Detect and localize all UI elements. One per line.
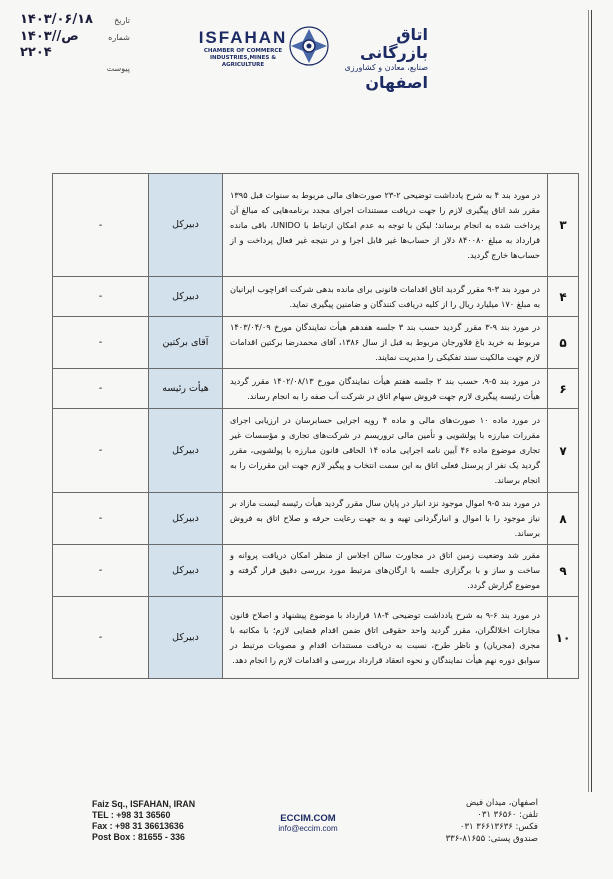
- email-link[interactable]: info@eccim.com: [278, 824, 338, 833]
- table-row: [53, 369, 579, 409]
- table-row: [53, 174, 579, 277]
- row-description: در مورد ماده ۱۰ صورت‌های مالی و ماده ۴ رویه اجرایی حسابرسان در ارزیابی اجرای مقررات مبارزه با پولشویی و تأمین مالی تروریسم در شرکت‌های تجاری و مؤسسات غیر تجاری موضوع ماده ۴۶ آیین نامه اجرایی ماده ۱۴ الحاقی قانون مبارزه با پولشویی، مقرر گردید یک نفر از پرسنل فعلی اتاق به این سمت انتخاب و پیگیر لازم جهت این مقررات را به انجام برساند.: [223, 409, 548, 493]
- page-border: [591, 10, 592, 792]
- row-deadline: -: [53, 369, 149, 409]
- row-responsible: هیأت رئیسه: [149, 369, 223, 409]
- row-responsible: دبیرکل: [149, 493, 223, 545]
- footer-fa-line: اصفهان، میدان فیض: [465, 798, 538, 808]
- footer-fa-line: فکس: ۳۶۶۱۳۶۳۶ ۰۳۱: [459, 822, 538, 832]
- row-deadline: -: [53, 277, 149, 317]
- row-description: در مورد بند ۹-۳ مقرر گردید حسب بند ۳ جلسه هفدهم هیأت نمایندگان مورخ ۱۴۰۳/۰۴/۰۹ مربوط به خرید باغ فلاورجان مربوط به قبل از سال ۱۳۸۶، آقای محمدرضا برکتین اقدامات لازم جهت مالکیت سند تفکیکی را مدیریت نمایند.: [223, 317, 548, 369]
- row-deadline: -: [53, 597, 149, 679]
- table-row: [53, 493, 579, 545]
- footer-fa-line: تلفن: ۳۶۵۶۰ ۰۳۱: [477, 810, 538, 820]
- row-deadline: -: [53, 409, 149, 493]
- row-responsible: آقای برکتین: [149, 317, 223, 369]
- attachment-row: [20, 61, 130, 77]
- footer-en-line: Faiz Sq., ISFAHAN, IRAN: [92, 799, 196, 809]
- date-row: [20, 12, 130, 29]
- footer-fa-line: صندوق پستی: ۸۱۶۵۵-۳۳۶: [445, 834, 538, 844]
- row-number: ۵: [548, 317, 579, 369]
- footer-en-line: TEL : +98 31 36560: [92, 810, 171, 820]
- row-deadline: -: [53, 493, 149, 545]
- row-responsible: دبیرکل: [149, 597, 223, 679]
- row-number: ۳: [548, 174, 579, 277]
- footer-en-line: Post Box : 81655 - 336: [92, 832, 185, 842]
- number-row: [20, 29, 130, 61]
- row-description: در مورد بند ۳-۹ مقرر گردید اتاق اقدامات قانونی برای مانده بدهی شرکت افراچوب ایرانیان به مبلغ ۱۷۰ میلیارد ریال را از کلیه دریافت کنندگان و ضامنین پیگیری نماید.: [223, 277, 548, 317]
- row-responsible: دبیرکل: [149, 277, 223, 317]
- table-row: [53, 545, 579, 597]
- logo-en-line2: INDUSTRIES,MINES & AGRICULTURE: [209, 55, 277, 68]
- row-description: در مورد بند ۴ به شرح یادداشت توضیحی ۲-۲۳ صورت‌های مالی مربوط به سنوات قبل ۱۳۹۵ مقرر شد اتاق پیگیری لازم را جهت دریافت مستندات اجرای مجدد برنامه‌هایی که مبالغ آن پرداخت شده به انجام برساند؛ لیکن با توجه به عدم امکان ارتباط با UNIDO، باقی مانده قرارداد به مبلغ ۸۴۰۰۸۰ دلار از حساب‌ها غیر قابل اجرا و در نتیجه غیر فعال پرداخت و از حساب‌ها خارج گردید.: [223, 174, 548, 277]
- logo-fa-sub: صنایع، معادن و کشاورزی: [344, 63, 428, 72]
- letter-meta: [20, 12, 130, 77]
- row-responsible: دبیرکل: [149, 409, 223, 493]
- attachment-label: پیوست: [106, 64, 130, 73]
- row-number: ۶: [548, 369, 579, 409]
- resolutions-table: [52, 173, 579, 679]
- chamber-logo-icon: [286, 24, 332, 68]
- footer-persian-address: [406, 797, 538, 845]
- row-number: ۱۰: [548, 597, 579, 679]
- footer-english-address: [92, 799, 195, 843]
- row-number: ۸: [548, 493, 579, 545]
- row-description: در مورد بند ۵-۹ اموال موجود نزد انبار در پایان سال مقرر گردید هیأت رئیسه لیست مازاد بر نیاز موجود را با اموال و انبارگردانی تهیه و به جهت رعایت حرفه و صلاح اتاق به فروش برساند.: [223, 493, 548, 545]
- number-value: ۱۴۰۳/ص/۲۲۰۴: [20, 29, 79, 60]
- logo-fa-title: اتاق بازرگانی: [360, 25, 428, 62]
- row-responsible: دبیرکل: [149, 545, 223, 597]
- row-number: ۴: [548, 277, 579, 317]
- table-row: [53, 597, 579, 679]
- date-label: تاریخ: [114, 16, 130, 25]
- logo-english: [198, 28, 288, 69]
- row-responsible: دبیرکل: [149, 174, 223, 277]
- footer-en-line: Fax : +98 31 36613636: [92, 821, 184, 831]
- logo-persian: [334, 26, 428, 92]
- row-deadline: -: [53, 317, 149, 369]
- logo-fa-city: اصفهان: [365, 73, 428, 92]
- row-deadline: -: [53, 174, 149, 277]
- page-border-inner: [588, 10, 589, 792]
- website-link[interactable]: ECCIM.COM: [280, 813, 336, 824]
- logo-en-title: ISFAHAN: [198, 28, 288, 47]
- row-number: ۷: [548, 409, 579, 493]
- date-value: ۱۴۰۳/۰۶/۱۸: [20, 12, 93, 27]
- row-description: در مورد بند ۵-۹، حسب بند ۲ جلسه هفتم هیأت نمایندگان مورخ ۱۴۰۲/۰۸/۱۳ مقرر گردید هیأت رئیسه پیگیری لازم جهت فروش سهام اتاق در شرکت آب صفه را به انجام رساند.: [223, 369, 548, 409]
- row-number: ۹: [548, 545, 579, 597]
- table-row: [53, 317, 579, 369]
- row-description: مقرر شد وضعیت زمین اتاق در مجاورت سالن اجلاس از منظر امکان دریافت پروانه و ساخت و ساز و با برگزاری جلسه با ارگان‌های مرتبط مورد بررسی دقیق قرار گرفته و موضوع گزارش گردد.: [223, 545, 548, 597]
- row-description: در مورد بند ۶-۹ به شرح یادداشت توضیحی ۴-۱۸ قرارداد با موضوع پیشنهاد و اصلاح قانون مجازات اخلالگران، مقرر گردید واحد حقوقی اتاق ضمن اقدام قضایی لازم؛ با مکاتبه با مجری (مجریان) و ناظر طرح، نسبت به دریافت مستندات اقدام و مصوبات مرتبط در سوابق دوره نهم هیأت نمایندگان و نحوه انعقاد قرارداد بررسی و اقدامات لازم را انجام دهد.: [223, 597, 548, 679]
- logo-en-line1: CHAMBER OF COMMERCE: [203, 48, 283, 54]
- row-deadline: -: [53, 545, 149, 597]
- table-row: [53, 409, 579, 493]
- table-row: [53, 277, 579, 317]
- number-label: شماره: [108, 33, 130, 42]
- footer-web: [264, 813, 352, 833]
